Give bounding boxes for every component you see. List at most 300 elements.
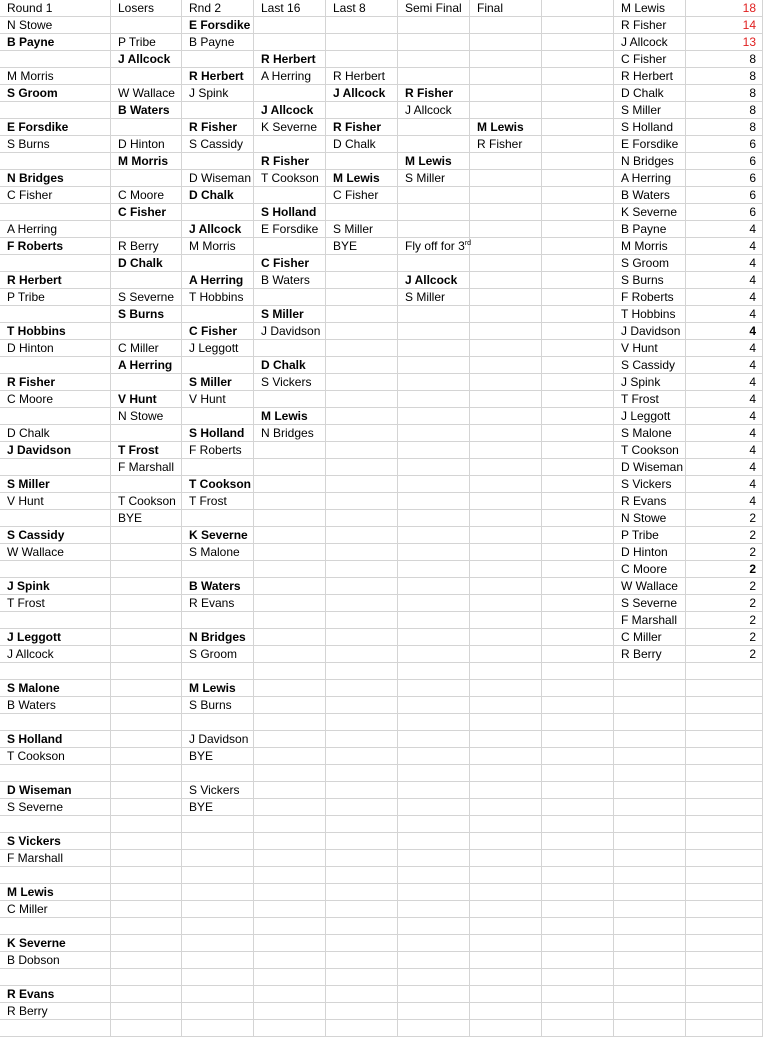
- empty-cell[interactable]: [254, 850, 326, 867]
- bracket-cell[interactable]: [0, 544, 111, 561]
- empty-cell[interactable]: [254, 442, 326, 459]
- standings-points[interactable]: [686, 255, 763, 272]
- empty-cell[interactable]: [542, 289, 614, 306]
- empty-cell[interactable]: [614, 969, 686, 986]
- empty-cell[interactable]: [398, 1003, 470, 1020]
- empty-cell[interactable]: [542, 323, 614, 340]
- empty-cell[interactable]: [470, 765, 542, 782]
- empty-cell[interactable]: [686, 1003, 763, 1020]
- column-header[interactable]: [542, 0, 614, 17]
- empty-cell[interactable]: [470, 255, 542, 272]
- empty-cell[interactable]: [326, 510, 398, 527]
- empty-cell[interactable]: [542, 527, 614, 544]
- empty-cell[interactable]: [254, 799, 326, 816]
- empty-cell[interactable]: [111, 119, 182, 136]
- bracket-cell[interactable]: [0, 425, 111, 442]
- bracket-cell[interactable]: [182, 731, 254, 748]
- empty-cell[interactable]: [614, 799, 686, 816]
- empty-cell[interactable]: [111, 952, 182, 969]
- bracket-cell[interactable]: [182, 476, 254, 493]
- empty-cell[interactable]: [470, 731, 542, 748]
- column-header[interactable]: [470, 0, 542, 17]
- bracket-cell[interactable]: [0, 272, 111, 289]
- empty-cell[interactable]: [614, 867, 686, 884]
- standings-points[interactable]: [686, 170, 763, 187]
- empty-cell[interactable]: [470, 391, 542, 408]
- empty-cell[interactable]: [182, 459, 254, 476]
- empty-cell[interactable]: [614, 833, 686, 850]
- empty-cell[interactable]: [398, 476, 470, 493]
- standings-points[interactable]: [686, 34, 763, 51]
- empty-cell[interactable]: [254, 578, 326, 595]
- empty-cell[interactable]: [326, 901, 398, 918]
- empty-cell[interactable]: [470, 680, 542, 697]
- empty-cell[interactable]: [542, 952, 614, 969]
- bracket-cell[interactable]: [0, 476, 111, 493]
- bracket-cell[interactable]: [182, 272, 254, 289]
- empty-cell[interactable]: [686, 816, 763, 833]
- empty-cell[interactable]: [542, 493, 614, 510]
- empty-cell[interactable]: [398, 221, 470, 238]
- empty-cell[interactable]: [614, 850, 686, 867]
- standings-name[interactable]: [614, 51, 686, 68]
- standings-points[interactable]: [686, 119, 763, 136]
- empty-cell[interactable]: [542, 561, 614, 578]
- standings-name[interactable]: [614, 442, 686, 459]
- empty-cell[interactable]: [111, 697, 182, 714]
- empty-cell[interactable]: [182, 51, 254, 68]
- empty-cell[interactable]: [326, 102, 398, 119]
- empty-cell[interactable]: [254, 952, 326, 969]
- empty-cell[interactable]: [254, 391, 326, 408]
- empty-cell[interactable]: [326, 544, 398, 561]
- bracket-cell[interactable]: [182, 578, 254, 595]
- bracket-cell[interactable]: [182, 595, 254, 612]
- standings-points[interactable]: [686, 442, 763, 459]
- bracket-cell[interactable]: [111, 306, 182, 323]
- empty-cell[interactable]: [686, 782, 763, 799]
- empty-cell[interactable]: [326, 714, 398, 731]
- empty-cell[interactable]: [470, 17, 542, 34]
- empty-cell[interactable]: [111, 221, 182, 238]
- empty-cell[interactable]: [398, 935, 470, 952]
- bracket-cell[interactable]: [182, 425, 254, 442]
- empty-cell[interactable]: [326, 680, 398, 697]
- empty-cell[interactable]: [0, 255, 111, 272]
- empty-cell[interactable]: [398, 748, 470, 765]
- bracket-cell[interactable]: [182, 782, 254, 799]
- empty-cell[interactable]: [542, 986, 614, 1003]
- empty-cell[interactable]: [470, 986, 542, 1003]
- empty-cell[interactable]: [111, 170, 182, 187]
- empty-cell[interactable]: [542, 765, 614, 782]
- bracket-cell[interactable]: [0, 17, 111, 34]
- bracket-cell[interactable]: [182, 323, 254, 340]
- empty-cell[interactable]: [254, 544, 326, 561]
- standings-name[interactable]: [614, 187, 686, 204]
- empty-cell[interactable]: [398, 714, 470, 731]
- empty-cell[interactable]: [542, 629, 614, 646]
- empty-cell[interactable]: [0, 153, 111, 170]
- empty-cell[interactable]: [182, 901, 254, 918]
- standings-name[interactable]: [614, 289, 686, 306]
- bracket-cell[interactable]: [182, 646, 254, 663]
- empty-cell[interactable]: [542, 408, 614, 425]
- empty-cell[interactable]: [326, 1003, 398, 1020]
- empty-cell[interactable]: [470, 544, 542, 561]
- empty-cell[interactable]: [686, 680, 763, 697]
- empty-cell[interactable]: [470, 408, 542, 425]
- empty-cell[interactable]: [326, 816, 398, 833]
- empty-cell[interactable]: [470, 816, 542, 833]
- empty-cell[interactable]: [542, 17, 614, 34]
- empty-cell[interactable]: [542, 1003, 614, 1020]
- empty-cell[interactable]: [398, 952, 470, 969]
- empty-cell[interactable]: [542, 510, 614, 527]
- empty-cell[interactable]: [614, 816, 686, 833]
- empty-cell[interactable]: [111, 646, 182, 663]
- empty-cell[interactable]: [686, 663, 763, 680]
- bracket-cell[interactable]: [0, 119, 111, 136]
- standings-name[interactable]: [614, 459, 686, 476]
- standings-name[interactable]: [614, 612, 686, 629]
- standings-points[interactable]: [686, 272, 763, 289]
- bracket-cell[interactable]: [470, 136, 542, 153]
- empty-cell[interactable]: [470, 102, 542, 119]
- empty-cell[interactable]: [182, 986, 254, 1003]
- bracket-cell[interactable]: [182, 136, 254, 153]
- empty-cell[interactable]: [254, 289, 326, 306]
- empty-cell[interactable]: [111, 714, 182, 731]
- empty-cell[interactable]: [398, 306, 470, 323]
- bracket-cell[interactable]: [182, 527, 254, 544]
- standings-points[interactable]: [686, 136, 763, 153]
- empty-cell[interactable]: [542, 68, 614, 85]
- bracket-cell[interactable]: [111, 136, 182, 153]
- standings-points[interactable]: [686, 221, 763, 238]
- standings-name[interactable]: [614, 0, 686, 17]
- empty-cell[interactable]: [398, 204, 470, 221]
- empty-cell[interactable]: [398, 782, 470, 799]
- empty-cell[interactable]: [614, 765, 686, 782]
- standings-name[interactable]: [614, 561, 686, 578]
- empty-cell[interactable]: [542, 595, 614, 612]
- empty-cell[interactable]: [542, 374, 614, 391]
- standings-points[interactable]: [686, 391, 763, 408]
- empty-cell[interactable]: [326, 765, 398, 782]
- empty-cell[interactable]: [398, 357, 470, 374]
- empty-cell[interactable]: [398, 697, 470, 714]
- empty-cell[interactable]: [542, 935, 614, 952]
- empty-cell[interactable]: [182, 561, 254, 578]
- standings-points[interactable]: [686, 408, 763, 425]
- empty-cell[interactable]: [326, 204, 398, 221]
- empty-cell[interactable]: [470, 51, 542, 68]
- empty-cell[interactable]: [111, 663, 182, 680]
- bracket-cell[interactable]: [0, 289, 111, 306]
- empty-cell[interactable]: [686, 697, 763, 714]
- empty-cell[interactable]: [326, 340, 398, 357]
- bracket-cell[interactable]: [0, 527, 111, 544]
- empty-cell[interactable]: [614, 935, 686, 952]
- empty-cell[interactable]: [254, 561, 326, 578]
- empty-cell[interactable]: [542, 850, 614, 867]
- empty-cell[interactable]: [470, 493, 542, 510]
- empty-cell[interactable]: [470, 510, 542, 527]
- empty-cell[interactable]: [542, 306, 614, 323]
- empty-cell[interactable]: [111, 884, 182, 901]
- empty-cell[interactable]: [398, 867, 470, 884]
- empty-cell[interactable]: [111, 374, 182, 391]
- bracket-cell[interactable]: [254, 221, 326, 238]
- standings-name[interactable]: [614, 221, 686, 238]
- bracket-cell[interactable]: [111, 408, 182, 425]
- bracket-cell[interactable]: [254, 408, 326, 425]
- empty-cell[interactable]: [326, 663, 398, 680]
- empty-cell[interactable]: [111, 935, 182, 952]
- empty-cell[interactable]: [470, 170, 542, 187]
- empty-cell[interactable]: [0, 510, 111, 527]
- empty-cell[interactable]: [614, 884, 686, 901]
- standings-points[interactable]: [686, 187, 763, 204]
- empty-cell[interactable]: [326, 595, 398, 612]
- bracket-cell[interactable]: [182, 170, 254, 187]
- bracket-cell[interactable]: [111, 442, 182, 459]
- empty-cell[interactable]: [326, 425, 398, 442]
- empty-cell[interactable]: [686, 867, 763, 884]
- empty-cell[interactable]: [111, 1020, 182, 1037]
- bracket-cell[interactable]: [0, 680, 111, 697]
- empty-cell[interactable]: [326, 833, 398, 850]
- empty-cell[interactable]: [254, 714, 326, 731]
- empty-cell[interactable]: [326, 255, 398, 272]
- empty-cell[interactable]: [326, 1020, 398, 1037]
- empty-cell[interactable]: [398, 595, 470, 612]
- empty-cell[interactable]: [542, 476, 614, 493]
- empty-cell[interactable]: [470, 68, 542, 85]
- empty-cell[interactable]: [111, 68, 182, 85]
- empty-cell[interactable]: [542, 867, 614, 884]
- standings-name[interactable]: [614, 255, 686, 272]
- bracket-cell[interactable]: [0, 799, 111, 816]
- empty-cell[interactable]: [542, 884, 614, 901]
- bracket-cell[interactable]: [254, 102, 326, 119]
- empty-cell[interactable]: [398, 816, 470, 833]
- bracket-cell[interactable]: [398, 289, 470, 306]
- empty-cell[interactable]: [470, 221, 542, 238]
- empty-cell[interactable]: [614, 731, 686, 748]
- empty-cell[interactable]: [182, 714, 254, 731]
- empty-cell[interactable]: [182, 850, 254, 867]
- standings-name[interactable]: [614, 170, 686, 187]
- empty-cell[interactable]: [111, 731, 182, 748]
- empty-cell[interactable]: [470, 867, 542, 884]
- empty-cell[interactable]: [182, 102, 254, 119]
- bracket-cell[interactable]: [254, 323, 326, 340]
- standings-name[interactable]: [614, 306, 686, 323]
- empty-cell[interactable]: [326, 935, 398, 952]
- standings-points[interactable]: [686, 476, 763, 493]
- standings-name[interactable]: [614, 408, 686, 425]
- empty-cell[interactable]: [254, 986, 326, 1003]
- empty-cell[interactable]: [398, 986, 470, 1003]
- empty-cell[interactable]: [254, 884, 326, 901]
- empty-cell[interactable]: [470, 901, 542, 918]
- empty-cell[interactable]: [326, 850, 398, 867]
- bracket-cell[interactable]: [0, 442, 111, 459]
- bracket-cell[interactable]: [111, 510, 182, 527]
- empty-cell[interactable]: [470, 476, 542, 493]
- empty-cell[interactable]: [398, 408, 470, 425]
- empty-cell[interactable]: [542, 714, 614, 731]
- empty-cell[interactable]: [0, 918, 111, 935]
- empty-cell[interactable]: [686, 884, 763, 901]
- bracket-cell[interactable]: [0, 340, 111, 357]
- empty-cell[interactable]: [326, 782, 398, 799]
- empty-cell[interactable]: [182, 884, 254, 901]
- standings-name[interactable]: [614, 595, 686, 612]
- empty-cell[interactable]: [542, 170, 614, 187]
- empty-cell[interactable]: [254, 748, 326, 765]
- empty-cell[interactable]: [398, 918, 470, 935]
- bracket-cell[interactable]: [0, 731, 111, 748]
- standings-points[interactable]: [686, 527, 763, 544]
- bracket-cell[interactable]: [182, 629, 254, 646]
- standings-points[interactable]: [686, 374, 763, 391]
- empty-cell[interactable]: [111, 918, 182, 935]
- empty-cell[interactable]: [111, 901, 182, 918]
- empty-cell[interactable]: [326, 952, 398, 969]
- column-header[interactable]: [0, 0, 111, 17]
- empty-cell[interactable]: [398, 391, 470, 408]
- bracket-cell[interactable]: [326, 221, 398, 238]
- empty-cell[interactable]: [686, 1020, 763, 1037]
- bracket-cell[interactable]: [254, 204, 326, 221]
- empty-cell[interactable]: [686, 799, 763, 816]
- bracket-cell[interactable]: [0, 85, 111, 102]
- empty-cell[interactable]: [614, 1020, 686, 1037]
- bracket-cell[interactable]: [0, 391, 111, 408]
- empty-cell[interactable]: [182, 510, 254, 527]
- standings-name[interactable]: [614, 629, 686, 646]
- bracket-cell[interactable]: [182, 697, 254, 714]
- empty-cell[interactable]: [542, 918, 614, 935]
- empty-cell[interactable]: [0, 714, 111, 731]
- empty-cell[interactable]: [111, 629, 182, 646]
- empty-cell[interactable]: [398, 51, 470, 68]
- empty-cell[interactable]: [326, 646, 398, 663]
- empty-cell[interactable]: [326, 612, 398, 629]
- bracket-cell[interactable]: [470, 119, 542, 136]
- bracket-cell[interactable]: [0, 34, 111, 51]
- empty-cell[interactable]: [326, 391, 398, 408]
- empty-cell[interactable]: [182, 408, 254, 425]
- empty-cell[interactable]: [398, 510, 470, 527]
- bracket-cell[interactable]: [182, 748, 254, 765]
- empty-cell[interactable]: [470, 578, 542, 595]
- empty-cell[interactable]: [0, 459, 111, 476]
- empty-cell[interactable]: [398, 680, 470, 697]
- empty-cell[interactable]: [182, 952, 254, 969]
- empty-cell[interactable]: [398, 323, 470, 340]
- standings-name[interactable]: [614, 34, 686, 51]
- empty-cell[interactable]: [470, 748, 542, 765]
- empty-cell[interactable]: [0, 102, 111, 119]
- empty-cell[interactable]: [182, 153, 254, 170]
- standings-points[interactable]: [686, 204, 763, 221]
- bracket-cell[interactable]: [0, 986, 111, 1003]
- empty-cell[interactable]: [182, 867, 254, 884]
- empty-cell[interactable]: [0, 969, 111, 986]
- bracket-cell[interactable]: [254, 119, 326, 136]
- empty-cell[interactable]: [182, 612, 254, 629]
- empty-cell[interactable]: [614, 748, 686, 765]
- bracket-cell[interactable]: [111, 391, 182, 408]
- empty-cell[interactable]: [111, 476, 182, 493]
- standings-points[interactable]: [686, 612, 763, 629]
- empty-cell[interactable]: [111, 272, 182, 289]
- column-header[interactable]: [326, 0, 398, 17]
- bracket-cell[interactable]: [254, 153, 326, 170]
- empty-cell[interactable]: [182, 833, 254, 850]
- empty-cell[interactable]: [686, 918, 763, 935]
- standings-points[interactable]: [686, 102, 763, 119]
- empty-cell[interactable]: [614, 714, 686, 731]
- bracket-cell[interactable]: [111, 357, 182, 374]
- empty-cell[interactable]: [0, 663, 111, 680]
- empty-cell[interactable]: [182, 1020, 254, 1037]
- bracket-cell[interactable]: [111, 340, 182, 357]
- empty-cell[interactable]: [542, 153, 614, 170]
- standings-name[interactable]: [614, 544, 686, 561]
- bracket-cell[interactable]: [182, 289, 254, 306]
- bracket-cell[interactable]: [182, 238, 254, 255]
- bracket-cell[interactable]: [111, 289, 182, 306]
- empty-cell[interactable]: [470, 187, 542, 204]
- empty-cell[interactable]: [111, 544, 182, 561]
- empty-cell[interactable]: [542, 85, 614, 102]
- empty-cell[interactable]: [111, 867, 182, 884]
- empty-cell[interactable]: [398, 442, 470, 459]
- bracket-cell[interactable]: [326, 68, 398, 85]
- empty-cell[interactable]: [326, 527, 398, 544]
- empty-cell[interactable]: [111, 748, 182, 765]
- bracket-cell[interactable]: [398, 272, 470, 289]
- empty-cell[interactable]: [0, 357, 111, 374]
- empty-cell[interactable]: [254, 867, 326, 884]
- standings-name[interactable]: [614, 153, 686, 170]
- empty-cell[interactable]: [326, 918, 398, 935]
- empty-cell[interactable]: [542, 697, 614, 714]
- empty-cell[interactable]: [326, 884, 398, 901]
- bracket-cell[interactable]: [254, 374, 326, 391]
- empty-cell[interactable]: [254, 833, 326, 850]
- bracket-cell[interactable]: [254, 170, 326, 187]
- empty-cell[interactable]: [326, 357, 398, 374]
- empty-cell[interactable]: [254, 969, 326, 986]
- empty-cell[interactable]: [398, 969, 470, 986]
- empty-cell[interactable]: [0, 51, 111, 68]
- bracket-cell[interactable]: [0, 374, 111, 391]
- empty-cell[interactable]: [542, 680, 614, 697]
- empty-cell[interactable]: [470, 612, 542, 629]
- empty-cell[interactable]: [326, 153, 398, 170]
- bracket-cell[interactable]: [182, 221, 254, 238]
- empty-cell[interactable]: [111, 595, 182, 612]
- empty-cell[interactable]: [470, 442, 542, 459]
- empty-cell[interactable]: [254, 731, 326, 748]
- empty-cell[interactable]: [470, 238, 542, 255]
